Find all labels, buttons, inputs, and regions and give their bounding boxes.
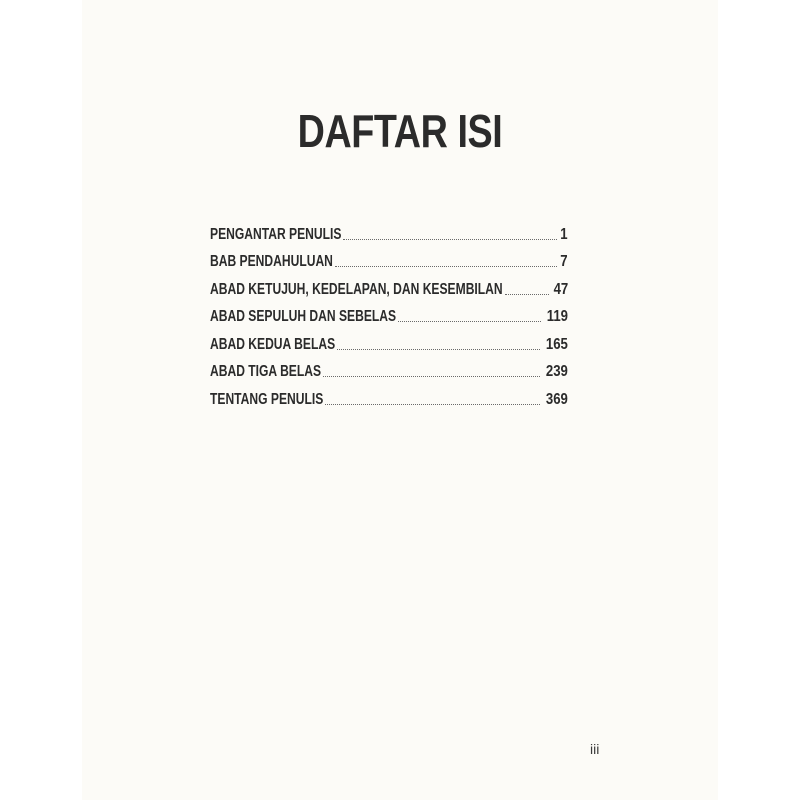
toc-entry — [210, 326, 568, 354]
toc-entry-label: ABAD TIGA BELAS — [210, 363, 322, 380]
toc-entry-label: ABAD SEPULUH DAN SEBELAS — [210, 308, 397, 325]
toc-entry — [210, 216, 568, 244]
dot-leader — [398, 320, 541, 322]
table-of-contents — [210, 216, 568, 409]
toc-entry-page-number: 239 — [546, 363, 568, 380]
toc-entry-page-number: 47 — [553, 280, 568, 298]
toc-entry — [210, 354, 568, 382]
toc-entry-label: TENTANG PENULIS — [210, 390, 324, 408]
toc-entry-page-number: 369 — [546, 390, 568, 408]
toc-entry-label: ABAD KEDUA BELAS — [210, 335, 336, 353]
toc-entry-page-number: 165 — [546, 335, 568, 353]
toc-entry — [210, 381, 568, 409]
dot-leader — [323, 375, 540, 377]
dot-leader — [505, 293, 549, 295]
toc-entry-label: BAB PENDAHULUAN — [210, 253, 333, 270]
page-number: iii — [590, 741, 600, 757]
toc-entry-page-number: 1 — [560, 225, 568, 243]
dot-leader — [335, 265, 557, 267]
toc-entry — [210, 299, 568, 327]
toc-entry-label: ABAD KETUJUH, KEDELAPAN, DAN KESEMBILAN — [210, 280, 503, 298]
toc-entry-page-number: 119 — [546, 308, 568, 325]
toc-entry-label: PENGANTAR PENULIS — [210, 225, 342, 243]
toc-entry — [210, 244, 568, 272]
dot-leader — [337, 348, 540, 350]
toc-entry — [210, 271, 568, 299]
page-title: DAFTAR ISI — [297, 105, 503, 157]
dot-leader — [343, 238, 557, 240]
toc-entry-page-number: 7 — [560, 253, 568, 270]
dot-leader — [325, 403, 540, 405]
